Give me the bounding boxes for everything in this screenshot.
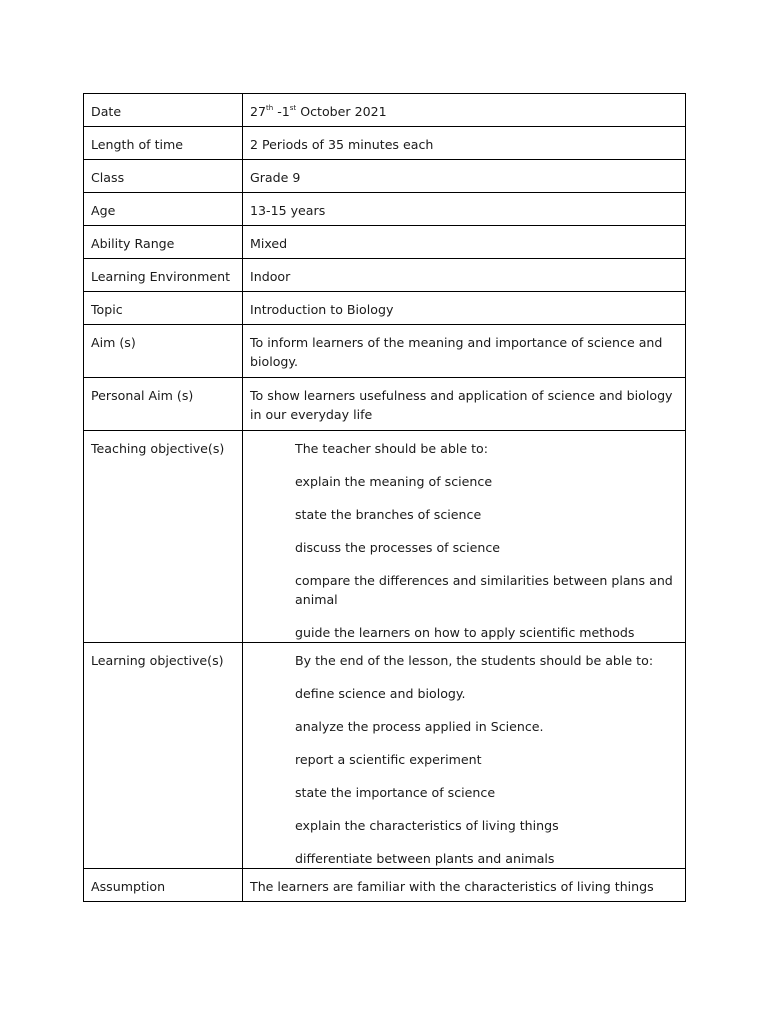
list-item: guide the learners on how to apply scientific methods: [295, 625, 635, 640]
value-cell: [243, 160, 686, 193]
value-cell: [243, 325, 686, 378]
table-row-date: [84, 94, 686, 127]
field-label-personal-aims: Personal Aim (s): [91, 388, 194, 403]
list-item: define science and biology.: [295, 686, 466, 701]
list-item: analyze the process applied in Science.: [295, 719, 544, 734]
field-value-assumption: The learners are familiar with the characteristics of living things: [250, 879, 654, 894]
label-cell: [84, 292, 243, 325]
field-label-age: Age: [91, 203, 116, 218]
table-row-aims: [84, 325, 686, 378]
list-item: differentiate between plants and animals: [295, 851, 555, 866]
learning-objectives-heading: By the end of the lesson, the students should be able to:: [295, 653, 654, 668]
field-label-length-of-time: Length of time: [91, 137, 184, 152]
field-value-date: [243, 94, 685, 121]
teaching-objectives-heading: The teacher should be able to:: [295, 441, 488, 456]
label-cell: [84, 127, 243, 160]
teaching-objectives-list: [243, 472, 685, 642]
date-start-suffix: th: [266, 104, 274, 112]
label-cell: [84, 643, 243, 869]
label-cell: [84, 325, 243, 378]
field-label-teaching-objectives: Teaching objective(s): [91, 441, 225, 456]
field-value-personal-aims: To show learners usefulness and application of science and biology in our everyday life: [250, 388, 673, 422]
date-month-year: October 2021: [296, 104, 387, 119]
list-item: state the importance of science: [295, 785, 496, 800]
label-cell: [84, 226, 243, 259]
field-value-aims: To inform learners of the meaning and importance of science and biology.: [250, 335, 663, 369]
value-cell: [243, 226, 686, 259]
label-cell: [84, 869, 243, 902]
learning-objectives-list: [243, 684, 685, 868]
value-cell: [243, 378, 686, 431]
field-label-date: Date: [91, 104, 122, 119]
label-cell: [84, 193, 243, 226]
field-label-learning-environment: Learning Environment: [91, 269, 231, 284]
field-value-class: Grade 9: [250, 170, 301, 185]
field-value-ability-range: Mixed: [250, 236, 288, 251]
label-cell: [84, 259, 243, 292]
value-cell: [243, 193, 686, 226]
list-item: discuss the processes of science: [295, 540, 500, 555]
value-cell: [243, 869, 686, 902]
label-cell: [84, 378, 243, 431]
label-cell: [84, 94, 243, 127]
field-value-topic: Introduction to Biology: [250, 302, 394, 317]
field-label-topic: Topic: [91, 302, 123, 317]
table-row-age: [84, 193, 686, 226]
table-row-ability-range: [84, 226, 686, 259]
field-label-class: Class: [91, 170, 125, 185]
value-cell: [243, 94, 686, 127]
value-cell: [243, 292, 686, 325]
table-row-learning-environment: [84, 259, 686, 292]
list-item: explain the characteristics of living things: [295, 818, 559, 833]
date-end-suffix: st: [289, 104, 297, 112]
table-row-learning-objectives: [84, 643, 686, 869]
field-label-aims: Aim (s): [91, 335, 136, 350]
value-cell: [243, 259, 686, 292]
date-start-day: 27: [250, 104, 267, 119]
lesson-plan-table: [83, 93, 686, 902]
table-row-class: [84, 160, 686, 193]
label-cell: [84, 431, 243, 643]
field-label-assumption: Assumption: [91, 879, 166, 894]
value-cell: [243, 643, 686, 869]
table-row-teaching-objectives: [84, 431, 686, 643]
field-label-learning-objectives: Learning objective(s): [91, 653, 224, 668]
table-row-topic: [84, 292, 686, 325]
list-item: state the branches of science: [295, 507, 482, 522]
field-label-ability-range: Ability Range: [91, 236, 175, 251]
table-row-length-of-time: [84, 127, 686, 160]
list-item: compare the differences and similarities between plans and animal: [295, 573, 673, 607]
field-value-length-of-time: 2 Periods of 35 minutes each: [250, 137, 434, 152]
table-row-assumption: [84, 869, 686, 902]
label-cell: [84, 160, 243, 193]
date-separator-day: -1: [273, 104, 290, 119]
value-cell: [243, 127, 686, 160]
value-cell: [243, 431, 686, 643]
list-item: report a scientific experiment: [295, 752, 482, 767]
field-value-age: 13-15 years: [250, 203, 326, 218]
field-value-learning-environment: Indoor: [250, 269, 291, 284]
list-item: explain the meaning of science: [295, 474, 493, 489]
table-row-personal-aims: [84, 378, 686, 431]
